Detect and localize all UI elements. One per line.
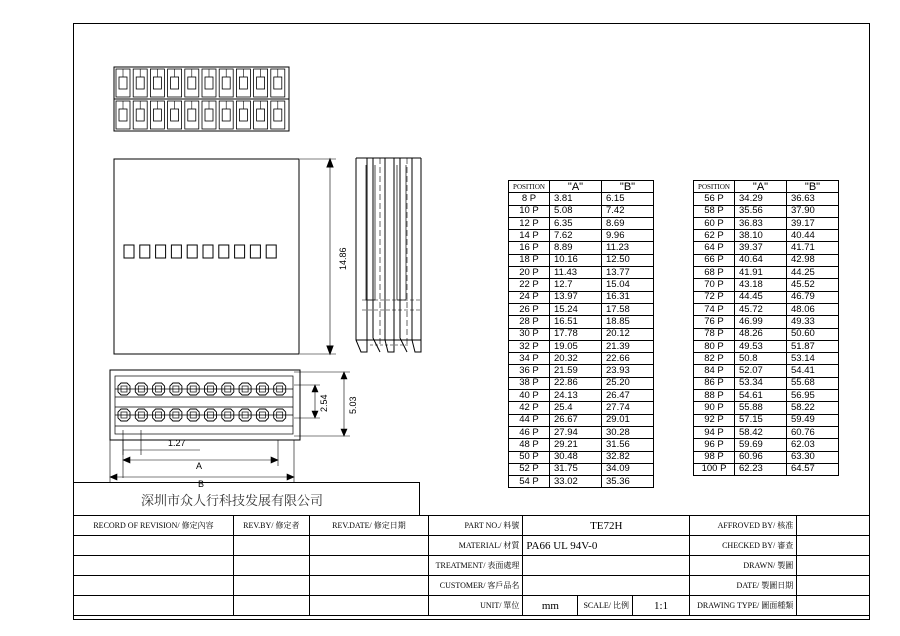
table-row <box>694 463 839 475</box>
cell-a: 53.34 <box>735 377 787 389</box>
cell-position: 48 P <box>509 439 550 451</box>
cell-position: 34 P <box>509 353 550 365</box>
cell-position: 66 P <box>694 254 735 266</box>
cell-b: 26.47 <box>602 390 654 402</box>
cell-b: 12.50 <box>602 254 654 266</box>
table-row <box>509 267 654 279</box>
table-row <box>694 390 839 402</box>
record-of-revision-label: RECORD OF REVISION/ 修定內容 <box>74 516 234 536</box>
title-row-3 <box>74 556 870 576</box>
height-dimension <box>300 159 336 354</box>
cell-b: 63.30 <box>787 451 839 463</box>
checked-by-label: CHECKED BY/ 審查 <box>690 536 797 556</box>
approved-by-value <box>797 516 870 536</box>
cell-position: 82 P <box>694 353 735 365</box>
table-row <box>694 353 839 365</box>
table-row <box>509 463 654 475</box>
cell-a: 10.16 <box>550 254 602 266</box>
cell-b: 20.12 <box>602 328 654 340</box>
cell-b: 37.90 <box>787 205 839 217</box>
cell-b: 17.58 <box>602 303 654 315</box>
cell-position: 54 P <box>509 476 550 488</box>
table-row <box>694 242 839 254</box>
cell-b: 9.96 <box>602 230 654 242</box>
cell-b: 41.71 <box>787 242 839 254</box>
drawing-type-value <box>797 596 870 616</box>
treatment-value <box>523 556 690 576</box>
table-row <box>509 390 654 402</box>
cell-b: 45.52 <box>787 279 839 291</box>
table-row <box>509 426 654 438</box>
table-row <box>694 217 839 229</box>
table-row <box>694 377 839 389</box>
cell-b: 40.44 <box>787 230 839 242</box>
table-row <box>509 230 654 242</box>
header-position: POSITION <box>509 181 550 193</box>
cell-b: 7.42 <box>602 205 654 217</box>
cell-position: 78 P <box>694 328 735 340</box>
cell-a: 33.02 <box>550 476 602 488</box>
cell-a: 3.81 <box>550 193 602 205</box>
cell-b: 27.74 <box>602 402 654 414</box>
table-row <box>694 316 839 328</box>
bottom-view <box>110 370 300 440</box>
customer-label: CUSTOMER/ 客戶品名 <box>429 576 523 596</box>
date-label: DATE/ 製圖日期 <box>690 576 797 596</box>
cell-a: 25.4 <box>550 402 602 414</box>
cell-b: 29.01 <box>602 414 654 426</box>
cell-position: 10 P <box>509 205 550 217</box>
cell-b: 23.93 <box>602 365 654 377</box>
cell-a: 34.29 <box>735 193 787 205</box>
cell-a: 49.53 <box>735 340 787 352</box>
cell-a: 5.08 <box>550 205 602 217</box>
table-row <box>509 279 654 291</box>
cell-a: 12.7 <box>550 279 602 291</box>
cell-b: 31.56 <box>602 439 654 451</box>
dim-height: 14.86 <box>338 247 348 270</box>
unit-label: UNIT/ 單位 <box>429 596 523 616</box>
cell-a: 29.21 <box>550 439 602 451</box>
cell-position: 60 P <box>694 217 735 229</box>
cell-a: 40.64 <box>735 254 787 266</box>
table-row <box>509 217 654 229</box>
rev-date-label: REV.DATE/ 修定日期 <box>309 516 428 536</box>
cell-position: 42 P <box>509 402 550 414</box>
table-row <box>694 267 839 279</box>
cell-a: 50.8 <box>735 353 787 365</box>
dim-small: 1.27 <box>168 438 186 448</box>
cell-b: 39.17 <box>787 217 839 229</box>
cell-a: 8.89 <box>550 242 602 254</box>
approved-by-label: AFFROVED BY/ 核准 <box>690 516 797 536</box>
cell-position: 32 P <box>509 340 550 352</box>
table-row <box>694 291 839 303</box>
cell-position: 46 P <box>509 426 550 438</box>
cell-a: 17.78 <box>550 328 602 340</box>
cell-a: 59.69 <box>735 439 787 451</box>
cell-position: 16 P <box>509 242 550 254</box>
cell-b: 53.14 <box>787 353 839 365</box>
drawn-label: DRAWN/ 製圖 <box>690 556 797 576</box>
table-row <box>694 230 839 242</box>
customer-value <box>523 576 690 596</box>
table-row <box>694 365 839 377</box>
table-row <box>694 414 839 426</box>
dim-width: 5.03 <box>348 396 358 414</box>
cell-b: 34.09 <box>602 463 654 475</box>
cell-b: 42.98 <box>787 254 839 266</box>
cell-a: 24.13 <box>550 390 602 402</box>
cell-b: 18.85 <box>602 316 654 328</box>
table-row <box>509 476 654 488</box>
unit-value: mm <box>523 596 578 616</box>
part-no-label: PART NO./ 料號 <box>429 516 523 536</box>
cell-position: 76 P <box>694 316 735 328</box>
cell-a: 26.67 <box>550 414 602 426</box>
cell-b: 58.22 <box>787 402 839 414</box>
position-table-right <box>693 180 839 476</box>
cell-b: 56.95 <box>787 390 839 402</box>
date-value <box>797 576 870 596</box>
table-row <box>509 316 654 328</box>
treatment-label: TREATMENT/ 表面處理 <box>429 556 523 576</box>
cell-b: 25.20 <box>602 377 654 389</box>
scale-label: SCALE/ 比例 <box>578 596 633 616</box>
cell-position: 30 P <box>509 328 550 340</box>
cell-position: 72 P <box>694 291 735 303</box>
side-view <box>356 158 421 352</box>
table-row <box>509 365 654 377</box>
title-row-5 <box>74 596 870 616</box>
cell-position: 8 P <box>509 193 550 205</box>
cell-position: 100 P <box>694 463 735 475</box>
cell-b: 49.33 <box>787 316 839 328</box>
dim-a: A <box>196 461 203 471</box>
cell-a: 27.94 <box>550 426 602 438</box>
cell-b: 15.04 <box>602 279 654 291</box>
cell-position: 92 P <box>694 414 735 426</box>
table-row <box>694 426 839 438</box>
cell-position: 64 P <box>694 242 735 254</box>
position-table-left <box>508 180 654 488</box>
cell-position: 68 P <box>694 267 735 279</box>
table-row <box>694 328 839 340</box>
drawn-value <box>797 556 870 576</box>
cell-b: 13.77 <box>602 267 654 279</box>
table-row <box>694 303 839 315</box>
cell-a: 6.35 <box>550 217 602 229</box>
checked-by-value <box>797 536 870 556</box>
cell-a: 19.05 <box>550 340 602 352</box>
table-row <box>509 291 654 303</box>
cell-a: 38.10 <box>735 230 787 242</box>
cell-b: 6.15 <box>602 193 654 205</box>
table-row <box>694 279 839 291</box>
cell-a: 57.15 <box>735 414 787 426</box>
cell-a: 45.72 <box>735 303 787 315</box>
cell-position: 88 P <box>694 390 735 402</box>
cell-a: 36.83 <box>735 217 787 229</box>
table-row <box>509 439 654 451</box>
drawing-type-label: DRAWING TYPE/ 圖面種類 <box>690 596 797 616</box>
cell-b: 35.36 <box>602 476 654 488</box>
cell-a: 22.86 <box>550 377 602 389</box>
cell-position: 86 P <box>694 377 735 389</box>
pitch-dimensions <box>110 372 350 482</box>
cell-position: 50 P <box>509 451 550 463</box>
material-value: PA66 UL 94V-0 <box>523 536 690 556</box>
cell-position: 94 P <box>694 426 735 438</box>
top-view-connector <box>114 67 289 131</box>
table-row <box>694 205 839 217</box>
cell-b: 55.68 <box>787 377 839 389</box>
table-row <box>694 402 839 414</box>
cell-position: 96 P <box>694 439 735 451</box>
table-row <box>694 254 839 266</box>
cell-position: 84 P <box>694 365 735 377</box>
cell-position: 80 P <box>694 340 735 352</box>
table-row <box>694 439 839 451</box>
cell-a: 13.97 <box>550 291 602 303</box>
cell-a: 30.48 <box>550 451 602 463</box>
cell-position: 24 P <box>509 291 550 303</box>
cell-b: 30.28 <box>602 426 654 438</box>
cell-b: 44.25 <box>787 267 839 279</box>
dim-b: B <box>198 479 205 489</box>
cell-b: 48.06 <box>787 303 839 315</box>
cell-a: 62.23 <box>735 463 787 475</box>
cell-position: 28 P <box>509 316 550 328</box>
cell-position: 18 P <box>509 254 550 266</box>
header-b: "B" <box>787 181 839 193</box>
cell-a: 39.37 <box>735 242 787 254</box>
cell-position: 40 P <box>509 390 550 402</box>
cell-position: 98 P <box>694 451 735 463</box>
table-row <box>509 242 654 254</box>
cell-a: 48.26 <box>735 328 787 340</box>
cell-position: 22 P <box>509 279 550 291</box>
front-view <box>114 159 299 354</box>
cell-a: 41.91 <box>735 267 787 279</box>
rev-by-label: REV.BY/ 修定者 <box>233 516 309 536</box>
header-a: "A" <box>735 181 787 193</box>
cell-b: 54.41 <box>787 365 839 377</box>
title-block <box>73 515 870 616</box>
title-row-2 <box>74 536 870 556</box>
cell-a: 11.43 <box>550 267 602 279</box>
cell-a: 60.96 <box>735 451 787 463</box>
cell-b: 46.79 <box>787 291 839 303</box>
cell-b: 51.87 <box>787 340 839 352</box>
dim-pitch: 2.54 <box>319 394 329 412</box>
cell-a: 55.88 <box>735 402 787 414</box>
table-row <box>694 340 839 352</box>
cell-b: 36.63 <box>787 193 839 205</box>
cell-b: 62.03 <box>787 439 839 451</box>
header-b: "B" <box>602 181 654 193</box>
cell-b: 59.49 <box>787 414 839 426</box>
scale-value: 1:1 <box>633 596 690 616</box>
cell-a: 58.42 <box>735 426 787 438</box>
cell-a: 46.99 <box>735 316 787 328</box>
part-no-value: TE72H <box>523 516 690 536</box>
table-header-row <box>694 181 839 193</box>
cell-b: 11.23 <box>602 242 654 254</box>
cell-a: 44.45 <box>735 291 787 303</box>
table-row <box>509 254 654 266</box>
table-row <box>509 402 654 414</box>
cell-position: 70 P <box>694 279 735 291</box>
header-position: POSITION <box>694 181 735 193</box>
table-row <box>509 451 654 463</box>
cell-a: 31.75 <box>550 463 602 475</box>
cell-b: 60.76 <box>787 426 839 438</box>
table-row <box>509 193 654 205</box>
cell-a: 35.56 <box>735 205 787 217</box>
cell-position: 58 P <box>694 205 735 217</box>
table-row <box>509 377 654 389</box>
cell-a: 15.24 <box>550 303 602 315</box>
cell-b: 32.82 <box>602 451 654 463</box>
cell-b: 8.69 <box>602 217 654 229</box>
table-row <box>509 414 654 426</box>
company-name: 深圳市众人行科技发展有限公司 <box>73 482 420 516</box>
cell-position: 12 P <box>509 217 550 229</box>
title-row-1 <box>74 516 870 536</box>
cell-b: 21.39 <box>602 340 654 352</box>
cell-a: 54.61 <box>735 390 787 402</box>
cell-position: 14 P <box>509 230 550 242</box>
table-header-row <box>509 181 654 193</box>
table-row <box>694 193 839 205</box>
title-row-4 <box>74 576 870 596</box>
cell-position: 90 P <box>694 402 735 414</box>
cell-a: 43.18 <box>735 279 787 291</box>
cell-a: 20.32 <box>550 353 602 365</box>
cell-position: 52 P <box>509 463 550 475</box>
cell-position: 74 P <box>694 303 735 315</box>
table-row <box>694 451 839 463</box>
cell-a: 21.59 <box>550 365 602 377</box>
table-row <box>509 353 654 365</box>
material-label: MATERIAL/ 材質 <box>429 536 523 556</box>
cell-position: 56 P <box>694 193 735 205</box>
table-row <box>509 205 654 217</box>
cell-position: 20 P <box>509 267 550 279</box>
cell-b: 50.60 <box>787 328 839 340</box>
table-row <box>509 340 654 352</box>
cell-b: 22.66 <box>602 353 654 365</box>
cell-position: 38 P <box>509 377 550 389</box>
cell-a: 52.07 <box>735 365 787 377</box>
cell-position: 62 P <box>694 230 735 242</box>
cell-b: 16.31 <box>602 291 654 303</box>
cell-a: 16.51 <box>550 316 602 328</box>
cell-b: 64.57 <box>787 463 839 475</box>
table-row <box>509 303 654 315</box>
cell-position: 44 P <box>509 414 550 426</box>
cell-position: 26 P <box>509 303 550 315</box>
cell-a: 7.62 <box>550 230 602 242</box>
header-a: "A" <box>550 181 602 193</box>
cell-position: 36 P <box>509 365 550 377</box>
table-row <box>509 328 654 340</box>
